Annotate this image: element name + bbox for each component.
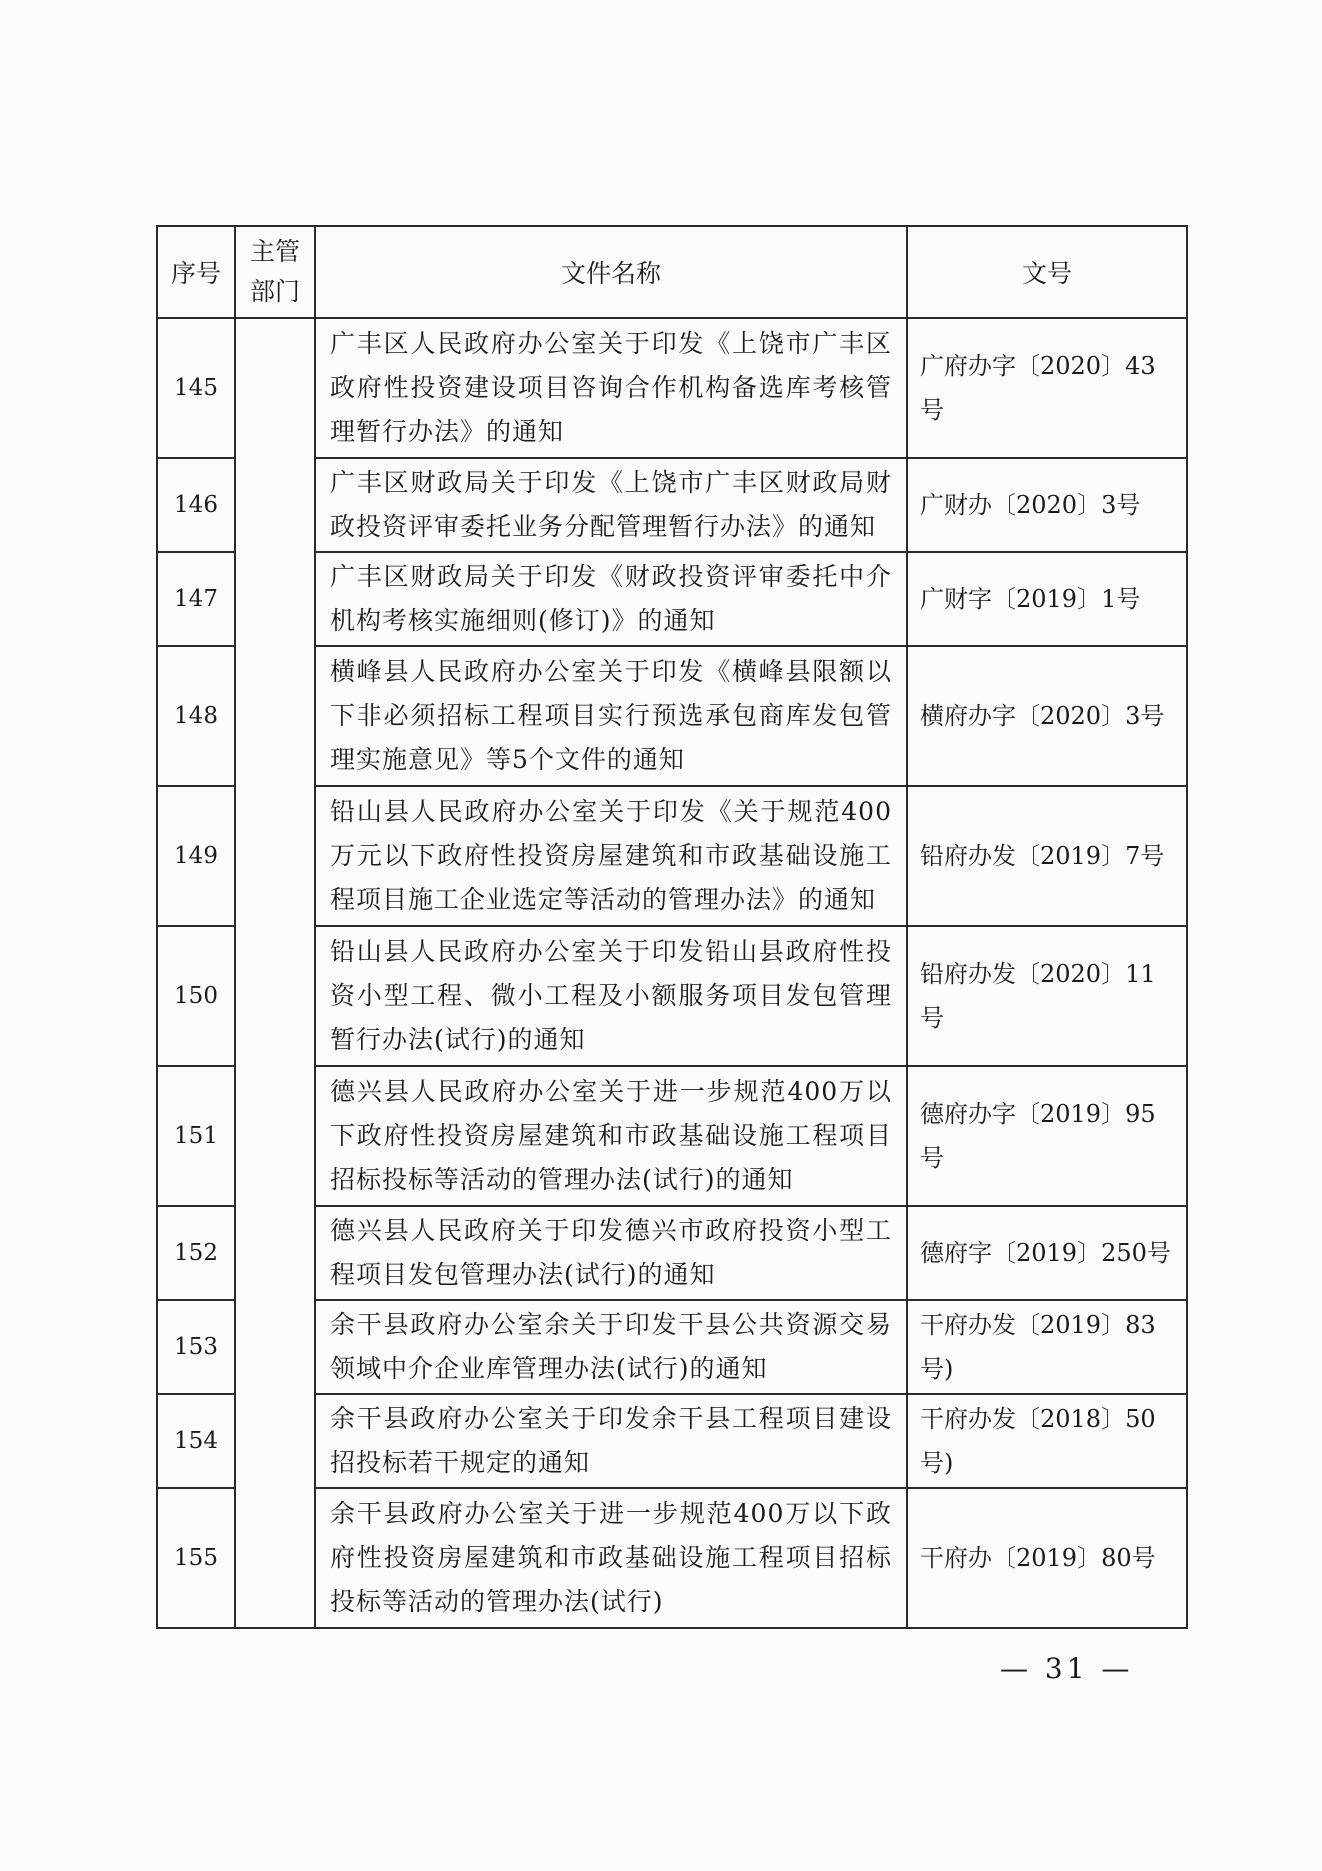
header-dept-line1: 主管 [249, 237, 300, 266]
row-file-name: 广丰区财政局关于印发《财政投资评审委托中介机构考核实施细则(修订)》的通知 [315, 552, 907, 646]
row-file-name: 横峰县人民政府办公室关于印发《横峰县限额以下非必须招标工程项目实行预选承包商库发包管理实施意见》等5个文件的通知 [315, 646, 907, 786]
row-seq: 154 [157, 1394, 235, 1488]
row-file-name: 余干县政府办公室余关于印发干县公共资源交易领域中介企业库管理办法(试行)的通知 [315, 1300, 907, 1394]
row-file-name: 广丰区财政局关于印发《上饶市广丰区财政局财政投资评审委托业务分配管理暂行办法》的通知 [315, 458, 907, 552]
row-doc-number: 铅府办发〔2020〕11号 [907, 926, 1187, 1066]
row-file-name: 广丰区人民政府办公室关于印发《上饶市广丰区政府性投资建设项目咨询合作机构备选库考核管理暂行办法》的通知 [315, 318, 907, 458]
row-doc-number: 德府办字〔2019〕95号 [907, 1066, 1187, 1206]
row-seq: 152 [157, 1206, 235, 1300]
header-dept-line2: 部门 [249, 277, 300, 306]
header-seq: 序号 [157, 226, 235, 318]
header-name: 文件名称 [315, 226, 907, 318]
row-doc-number: 广府办字〔2020〕43号 [907, 318, 1187, 458]
row-doc-number: 德府字〔2019〕250号 [907, 1206, 1187, 1300]
row-doc-number: 干府办发〔2018〕50号) [907, 1394, 1187, 1488]
row-seq: 145 [157, 318, 235, 458]
dept-cell [235, 318, 315, 1628]
row-file-name: 德兴县人民政府关于印发德兴市政府投资小型工程项目发包管理办法(试行)的通知 [315, 1206, 907, 1300]
row-seq: 153 [157, 1300, 235, 1394]
row-file-name: 铅山县人民政府办公室关于印发铅山县政府性投资小型工程、微小工程及小额服务项目发包管理暂行办法(试行)的通知 [315, 926, 907, 1066]
row-doc-number: 干府办〔2019〕80号 [907, 1488, 1187, 1628]
row-seq: 150 [157, 926, 235, 1066]
row-file-name: 余干县政府办公室关于印发余干县工程项目建设招投标若干规定的通知 [315, 1394, 907, 1488]
row-seq: 148 [157, 646, 235, 786]
row-seq: 149 [157, 786, 235, 926]
table-body [157, 318, 1187, 1628]
row-doc-number: 广财办〔2020〕3号 [907, 458, 1187, 552]
table-header-row [157, 226, 1187, 318]
row-seq: 155 [157, 1488, 235, 1628]
row-doc-number: 干府办发〔2019〕83号) [907, 1300, 1187, 1394]
row-seq: 151 [157, 1066, 235, 1206]
row-seq: 146 [157, 458, 235, 552]
document-table [156, 225, 1188, 1629]
page-number: — 31 — [1000, 1652, 1134, 1685]
row-file-name: 德兴县人民政府办公室关于进一步规范400万以下政府性投资房屋建筑和市政基础设施工程项目招标投标等活动的管理办法(试行)的通知 [315, 1066, 907, 1206]
row-file-name: 铅山县人民政府办公室关于印发《关于规范400万元以下政府性投资房屋建筑和市政基础设施工程项目施工企业选定等活动的管理办法》的通知 [315, 786, 907, 926]
row-doc-number: 广财字〔2019〕1号 [907, 552, 1187, 646]
row-doc-number: 横府办字〔2020〕3号 [907, 646, 1187, 786]
table-row [157, 318, 1187, 458]
row-seq: 147 [157, 552, 235, 646]
row-doc-number: 铅府办发〔2019〕7号 [907, 786, 1187, 926]
row-file-name: 余干县政府办公室关于进一步规范400万以下政府性投资房屋建筑和市政基础设施工程项目招标投标等活动的管理办法(试行) [315, 1488, 907, 1628]
header-dept [235, 226, 315, 318]
header-num: 文号 [907, 226, 1187, 318]
